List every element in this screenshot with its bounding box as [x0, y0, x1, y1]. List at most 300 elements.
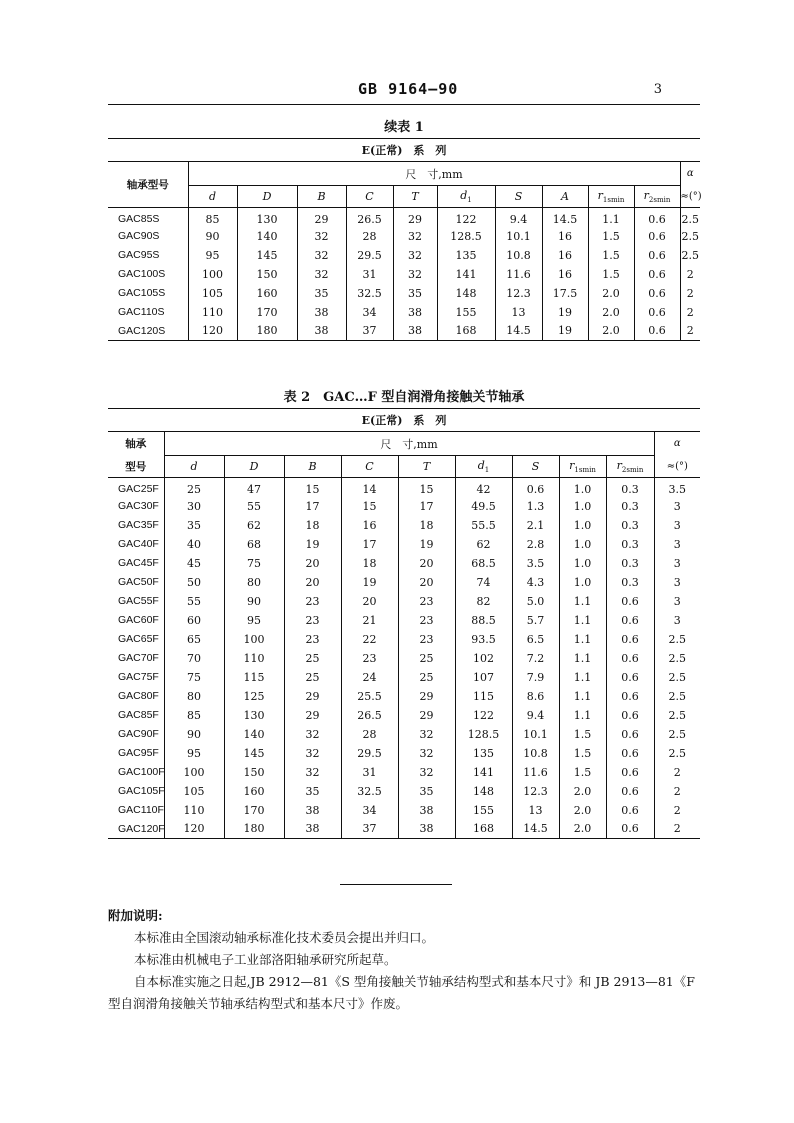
table-row: [108, 649, 700, 668]
table1-series-label: E(正常) 系 列: [108, 139, 700, 162]
table-cell: 14.5: [512, 820, 559, 839]
table-cell: 16: [542, 265, 588, 284]
bearing-model-cell: GAC40F: [118, 538, 159, 550]
bearing-model-cell: GAC95S: [118, 249, 160, 261]
table-cell: 32: [297, 265, 346, 284]
table-cell: 2.0: [559, 782, 606, 801]
table-cell: 2.5: [654, 668, 700, 687]
table-cell: 0.6: [606, 611, 654, 630]
table-cell: 95: [224, 611, 284, 630]
table-cell: 20: [341, 592, 398, 611]
table1-col-subscript: 2smin: [648, 196, 671, 205]
table-cell: 110: [224, 649, 284, 668]
table-cell: 100: [224, 630, 284, 649]
table1-col-header: [634, 186, 680, 208]
table-cell: 0.3: [606, 554, 654, 573]
table-cell: 135: [437, 246, 495, 265]
table-cell: 0.6: [634, 208, 680, 227]
table-cell: 1.0: [559, 573, 606, 592]
table-cell: 168: [437, 322, 495, 341]
table-cell: 55.5: [455, 516, 512, 535]
table-cell: 2.1: [512, 516, 559, 535]
table-cell: 1.1: [559, 668, 606, 687]
table-cell: 29.5: [346, 246, 393, 265]
table-cell: 140: [237, 227, 297, 246]
table1-caption: 续表 1: [384, 120, 424, 135]
table-cell: 0.6: [606, 820, 654, 839]
table-cell: 122: [455, 706, 512, 725]
table-cell: 1.5: [559, 725, 606, 744]
table-cell: 0.6: [606, 649, 654, 668]
table1-col-header: [588, 186, 634, 208]
table-row: [108, 516, 700, 535]
table-cell: 45: [164, 554, 224, 573]
table-cell: 32: [284, 725, 341, 744]
table1-alpha-header: α: [680, 162, 700, 186]
table-cell: 110: [188, 303, 237, 322]
table-cell: 0.6: [606, 668, 654, 687]
table-cell: 0.6: [634, 265, 680, 284]
table-cell: 25: [284, 649, 341, 668]
table-row: [108, 744, 700, 763]
table1-col-symbol: T: [411, 190, 419, 203]
table-cell: 140: [224, 725, 284, 744]
table-cell: 40: [164, 535, 224, 554]
table-cell: 3: [654, 497, 700, 516]
table-cell: 2.5: [680, 246, 700, 265]
table-cell: 3: [654, 554, 700, 573]
table-cell: 16: [341, 516, 398, 535]
notes-line-1: 本标准由全国滚动轴承标准化技术委员会提出并归口。: [134, 930, 435, 945]
table-row: [108, 706, 700, 725]
table-cell: 2.5: [654, 725, 700, 744]
table1-col-header: [393, 186, 437, 208]
table-cell: 25: [284, 668, 341, 687]
table-cell: 19: [542, 322, 588, 341]
table-cell: 29.5: [341, 744, 398, 763]
table-row: [108, 801, 700, 820]
table-cell: 10.8: [512, 744, 559, 763]
table-cell: 19: [341, 573, 398, 592]
table-cell: 122: [437, 208, 495, 227]
table2-col-header: [606, 456, 654, 478]
table-cell: 3.5: [512, 554, 559, 573]
table-cell: 2.5: [680, 227, 700, 246]
bearing-model-cell: GAC80F: [118, 690, 159, 702]
table2-col-symbol: d: [477, 458, 485, 472]
table-cell: 2.0: [588, 322, 634, 341]
table1-col-symbol: D: [262, 190, 272, 203]
table-cell: 29: [297, 208, 346, 227]
table-cell: 125: [224, 687, 284, 706]
table-cell: 2: [680, 322, 700, 341]
table-cell: 38: [393, 303, 437, 322]
bearing-model-cell: GAC120S: [108, 322, 188, 341]
table-cell: 34: [346, 303, 393, 322]
bearing-model-cell: GAC105F: [118, 785, 165, 797]
table1-alpha-unit: ≈(°): [680, 186, 700, 208]
notes-section: [108, 905, 708, 1015]
table-cell: 16: [542, 227, 588, 246]
table-cell: 0.3: [606, 573, 654, 592]
table-cell: 15: [398, 478, 455, 497]
table-cell: 17: [398, 497, 455, 516]
table-cell: 23: [284, 611, 341, 630]
table-cell: 10.8: [495, 246, 542, 265]
table2-col-symbol: r: [616, 458, 622, 472]
table2-col-header: [398, 456, 455, 478]
table-cell: 20: [284, 573, 341, 592]
table-cell: 32: [398, 744, 455, 763]
table-cell: 35: [297, 284, 346, 303]
table-cell: 38: [398, 820, 455, 839]
table2-col-header: [284, 456, 341, 478]
table-row: [108, 554, 700, 573]
table-cell: 14.5: [495, 322, 542, 341]
page-header: [108, 78, 700, 105]
table-cell: 0.6: [606, 744, 654, 763]
table-cell: 1.0: [559, 478, 606, 497]
table-cell: 128.5: [437, 227, 495, 246]
table-cell: 2.0: [559, 820, 606, 839]
table-cell: 150: [237, 265, 297, 284]
table-row: [108, 246, 700, 265]
table-cell: 3: [654, 592, 700, 611]
table-cell: 82: [455, 592, 512, 611]
table-cell: 47: [224, 478, 284, 497]
table1-col-subscript: 1: [467, 196, 472, 205]
bearing-model-cell: GAC110F: [118, 804, 164, 816]
table-cell: 2: [654, 763, 700, 782]
table-cell: 13: [512, 801, 559, 820]
notes-line-3: 自本标准实施之日起,JB 2912—81《S 型角接触关节轴承结构型式和基本尺寸》和 JB 2913—81《F 型自润滑角接触关节轴承结构型式和基本尺寸》作废。: [108, 974, 695, 1011]
table-cell: 32: [393, 227, 437, 246]
table-cell: 2.0: [559, 801, 606, 820]
table-cell: 49.5: [455, 497, 512, 516]
table1-col-symbol: d: [208, 190, 217, 203]
table2-col-symbol: r: [569, 458, 575, 472]
table-cell: 32: [393, 265, 437, 284]
bearing-model-cell: GAC30F: [118, 500, 159, 512]
table-cell: 9.4: [495, 208, 542, 227]
table-row: [108, 284, 700, 303]
page-number: 3: [653, 82, 662, 97]
bearing-model-cell: GAC35F: [118, 519, 159, 531]
table-cell: 130: [237, 208, 297, 227]
table-cell: 25: [164, 478, 224, 497]
table-cell: 55: [224, 497, 284, 516]
table-cell: 74: [455, 573, 512, 592]
table2-col-subscript: 2smin: [621, 466, 644, 475]
table-cell: 32: [393, 246, 437, 265]
table-cell: 19: [398, 535, 455, 554]
table-row: [108, 611, 700, 630]
table-cell: 7.9: [512, 668, 559, 687]
table-cell: 145: [237, 246, 297, 265]
table-cell: 26.5: [341, 706, 398, 725]
table-cell: 2: [654, 801, 700, 820]
table-cell: 148: [437, 284, 495, 303]
table-cell: 19: [542, 303, 588, 322]
table-cell: 14.5: [542, 208, 588, 227]
bearing-model-cell: GAC90F: [118, 728, 159, 740]
table-cell: 10.1: [512, 725, 559, 744]
table-cell: 0.6: [512, 478, 559, 497]
table-cell: 62: [224, 516, 284, 535]
table1-col-symbol: B: [317, 190, 326, 203]
table1-col-header: [188, 186, 237, 208]
table-cell: 42: [455, 478, 512, 497]
table-row: [108, 227, 700, 246]
table-cell: 141: [455, 763, 512, 782]
table-cell: 22: [341, 630, 398, 649]
table-cell: 29: [284, 706, 341, 725]
table-cell: 1.3: [512, 497, 559, 516]
table-cell: 17.5: [542, 284, 588, 303]
table-row: [108, 668, 700, 687]
table2-col-header: [512, 456, 559, 478]
table-cell: 25: [398, 649, 455, 668]
table-cell: 32: [297, 227, 346, 246]
table-cell: 37: [341, 820, 398, 839]
table-cell: 155: [437, 303, 495, 322]
table-row: [108, 208, 700, 227]
table-row: [108, 725, 700, 744]
table-cell: 1.1: [559, 649, 606, 668]
table-cell: 170: [224, 801, 284, 820]
table-cell: 6.5: [512, 630, 559, 649]
bearing-model-cell: GAC65F: [118, 633, 159, 645]
table-cell: 12.3: [512, 782, 559, 801]
bearing-model-cell: GAC45F: [118, 557, 159, 569]
table-row: [108, 478, 700, 497]
table2-col-subscript: 1smin: [574, 466, 596, 475]
table-cell: 15: [341, 497, 398, 516]
table2-col-symbol: D: [249, 460, 259, 473]
table1-col-symbol: C: [365, 190, 374, 203]
table-cell: 1.1: [559, 630, 606, 649]
table-cell: 0.3: [606, 516, 654, 535]
table-cell: 105: [188, 284, 237, 303]
table-cell: 13: [495, 303, 542, 322]
bearing-model-cell: GAC50F: [118, 576, 159, 588]
table2-col-symbol: d: [190, 460, 198, 473]
table-cell: 19: [284, 535, 341, 554]
table-cell: 5.7: [512, 611, 559, 630]
table1-col-header: [495, 186, 542, 208]
table1-col-symbol: A: [561, 190, 569, 203]
table2-col-symbol: B: [308, 460, 317, 473]
table-cell: 2: [680, 265, 700, 284]
table-cell: 8.6: [512, 687, 559, 706]
table-cell: 32: [297, 246, 346, 265]
table-cell: 11.6: [495, 265, 542, 284]
table-cell: 4.3: [512, 573, 559, 592]
table-cell: 130: [224, 706, 284, 725]
table-cell: 24: [341, 668, 398, 687]
table-cell: 2.5: [654, 744, 700, 763]
table-cell: 25.5: [341, 687, 398, 706]
table-cell: 85: [188, 208, 237, 227]
table1-col-header: [437, 186, 495, 208]
table2-col-symbol: T: [422, 460, 431, 473]
table-cell: 115: [455, 687, 512, 706]
table-cell: 1.1: [559, 706, 606, 725]
table-cell: 2.5: [680, 208, 700, 227]
table-cell: 16: [542, 246, 588, 265]
table-cell: 90: [188, 227, 237, 246]
table-cell: 2: [680, 303, 700, 322]
table-cell: 26.5: [346, 208, 393, 227]
table-cell: 75: [224, 554, 284, 573]
table-cell: 0.6: [606, 706, 654, 725]
table-cell: 1.0: [559, 516, 606, 535]
standard-number: GB 9164—90: [358, 80, 459, 98]
table-cell: 2: [654, 782, 700, 801]
table-cell: 38: [297, 322, 346, 341]
table-cell: 3: [654, 611, 700, 630]
table2-col-header: [559, 456, 606, 478]
table-cell: 2.5: [654, 706, 700, 725]
table-cell: 15: [284, 478, 341, 497]
table1-model-header: 轴承型号: [108, 162, 188, 208]
table1-col-header: [237, 186, 297, 208]
table-cell: 28: [341, 725, 398, 744]
table-cell: 3: [654, 516, 700, 535]
table2-model-header-1: 轴承: [125, 438, 147, 451]
table2-alpha-unit: ≈(°): [654, 456, 700, 478]
table-cell: 93.5: [455, 630, 512, 649]
table-cell: 55: [164, 592, 224, 611]
table-cell: 2.0: [588, 284, 634, 303]
bearing-model-cell: GAC25F: [118, 483, 159, 496]
table-cell: 150: [224, 763, 284, 782]
table-cell: 1.5: [588, 227, 634, 246]
table-cell: 1.5: [588, 265, 634, 284]
table-cell: 32: [284, 744, 341, 763]
bearing-model-cell: GAC55F: [118, 595, 159, 607]
table-cell: 0.6: [634, 246, 680, 265]
table-cell: 23: [398, 592, 455, 611]
table-row: [108, 820, 700, 839]
table1: [108, 138, 700, 341]
table-cell: 0.6: [606, 630, 654, 649]
table-cell: 10.1: [495, 227, 542, 246]
bearing-model-cell: GAC60F: [118, 614, 159, 626]
table-cell: 2.5: [654, 687, 700, 706]
table-cell: 115: [224, 668, 284, 687]
table1-col-header: [346, 186, 393, 208]
table-cell: 5.0: [512, 592, 559, 611]
table-cell: 0.6: [634, 322, 680, 341]
table-cell: 0.6: [606, 687, 654, 706]
table-cell: 23: [284, 592, 341, 611]
table2-col-symbol: C: [365, 460, 374, 473]
bearing-model-cell: GAC120F: [108, 820, 164, 839]
table-cell: 34: [341, 801, 398, 820]
table-cell: 20: [398, 554, 455, 573]
table-cell: 1.1: [559, 592, 606, 611]
table-row: [108, 265, 700, 284]
table2-col-header: [341, 456, 398, 478]
table-row: [108, 763, 700, 782]
table-cell: 128.5: [455, 725, 512, 744]
table-cell: 1.1: [559, 687, 606, 706]
table-cell: 1.1: [559, 611, 606, 630]
table-cell: 35: [164, 516, 224, 535]
table-cell: 32: [284, 763, 341, 782]
table-cell: 11.6: [512, 763, 559, 782]
table-cell: 0.6: [606, 801, 654, 820]
table-cell: 18: [341, 554, 398, 573]
table-cell: 29: [398, 706, 455, 725]
table2-caption: 表 2 GAC…F 型自润滑角接触关节轴承: [283, 390, 525, 405]
table-cell: 2.5: [654, 649, 700, 668]
table-cell: 20: [398, 573, 455, 592]
bearing-model-cell: GAC105S: [118, 287, 166, 299]
table-cell: 105: [164, 782, 224, 801]
table-row: [108, 497, 700, 516]
table2-col-header: [455, 456, 512, 478]
table-cell: 2.8: [512, 535, 559, 554]
table-cell: 17: [284, 497, 341, 516]
table-cell: 31: [346, 265, 393, 284]
table-cell: 88.5: [455, 611, 512, 630]
table-row: [108, 630, 700, 649]
table-cell: 80: [164, 687, 224, 706]
table2-dim-header: 尺 寸,mm: [164, 432, 654, 456]
bearing-model-cell: GAC85F: [118, 709, 159, 721]
table-cell: 107: [455, 668, 512, 687]
table-cell: 90: [224, 592, 284, 611]
table2-col-subscript: 1: [484, 466, 490, 475]
table-cell: 32: [398, 725, 455, 744]
table2-col-header: [164, 456, 224, 478]
table-row: [108, 573, 700, 592]
table-cell: 0.6: [606, 725, 654, 744]
table2-series-label: E(正常) 系 列: [108, 409, 700, 432]
table-cell: 90: [164, 725, 224, 744]
table-cell: 32.5: [346, 284, 393, 303]
table1-col-symbol: r: [643, 188, 649, 202]
table-cell: 35: [393, 284, 437, 303]
table-cell: 0.3: [606, 478, 654, 497]
table2-alpha-header: α: [654, 432, 700, 456]
bearing-model-cell: GAC85S: [118, 213, 160, 226]
table-cell: 35: [284, 782, 341, 801]
table-cell: 0.6: [634, 227, 680, 246]
table-cell: 95: [188, 246, 237, 265]
table-cell: 3: [654, 535, 700, 554]
table-cell: 60: [164, 611, 224, 630]
table-cell: 2: [654, 820, 700, 839]
table-cell: 70: [164, 649, 224, 668]
table2-col-symbol: S: [531, 460, 540, 473]
table-row: [108, 592, 700, 611]
table-row: [108, 322, 700, 341]
table-cell: 0.6: [634, 303, 680, 322]
table-cell: 20: [284, 554, 341, 573]
table-cell: 135: [455, 744, 512, 763]
table-cell: 30: [164, 497, 224, 516]
table-cell: 120: [164, 820, 224, 839]
table-cell: 1.1: [588, 208, 634, 227]
table-cell: 2.0: [588, 303, 634, 322]
table-cell: 17: [341, 535, 398, 554]
table-cell: 100: [188, 265, 237, 284]
table-cell: 18: [398, 516, 455, 535]
table-cell: 31: [341, 763, 398, 782]
